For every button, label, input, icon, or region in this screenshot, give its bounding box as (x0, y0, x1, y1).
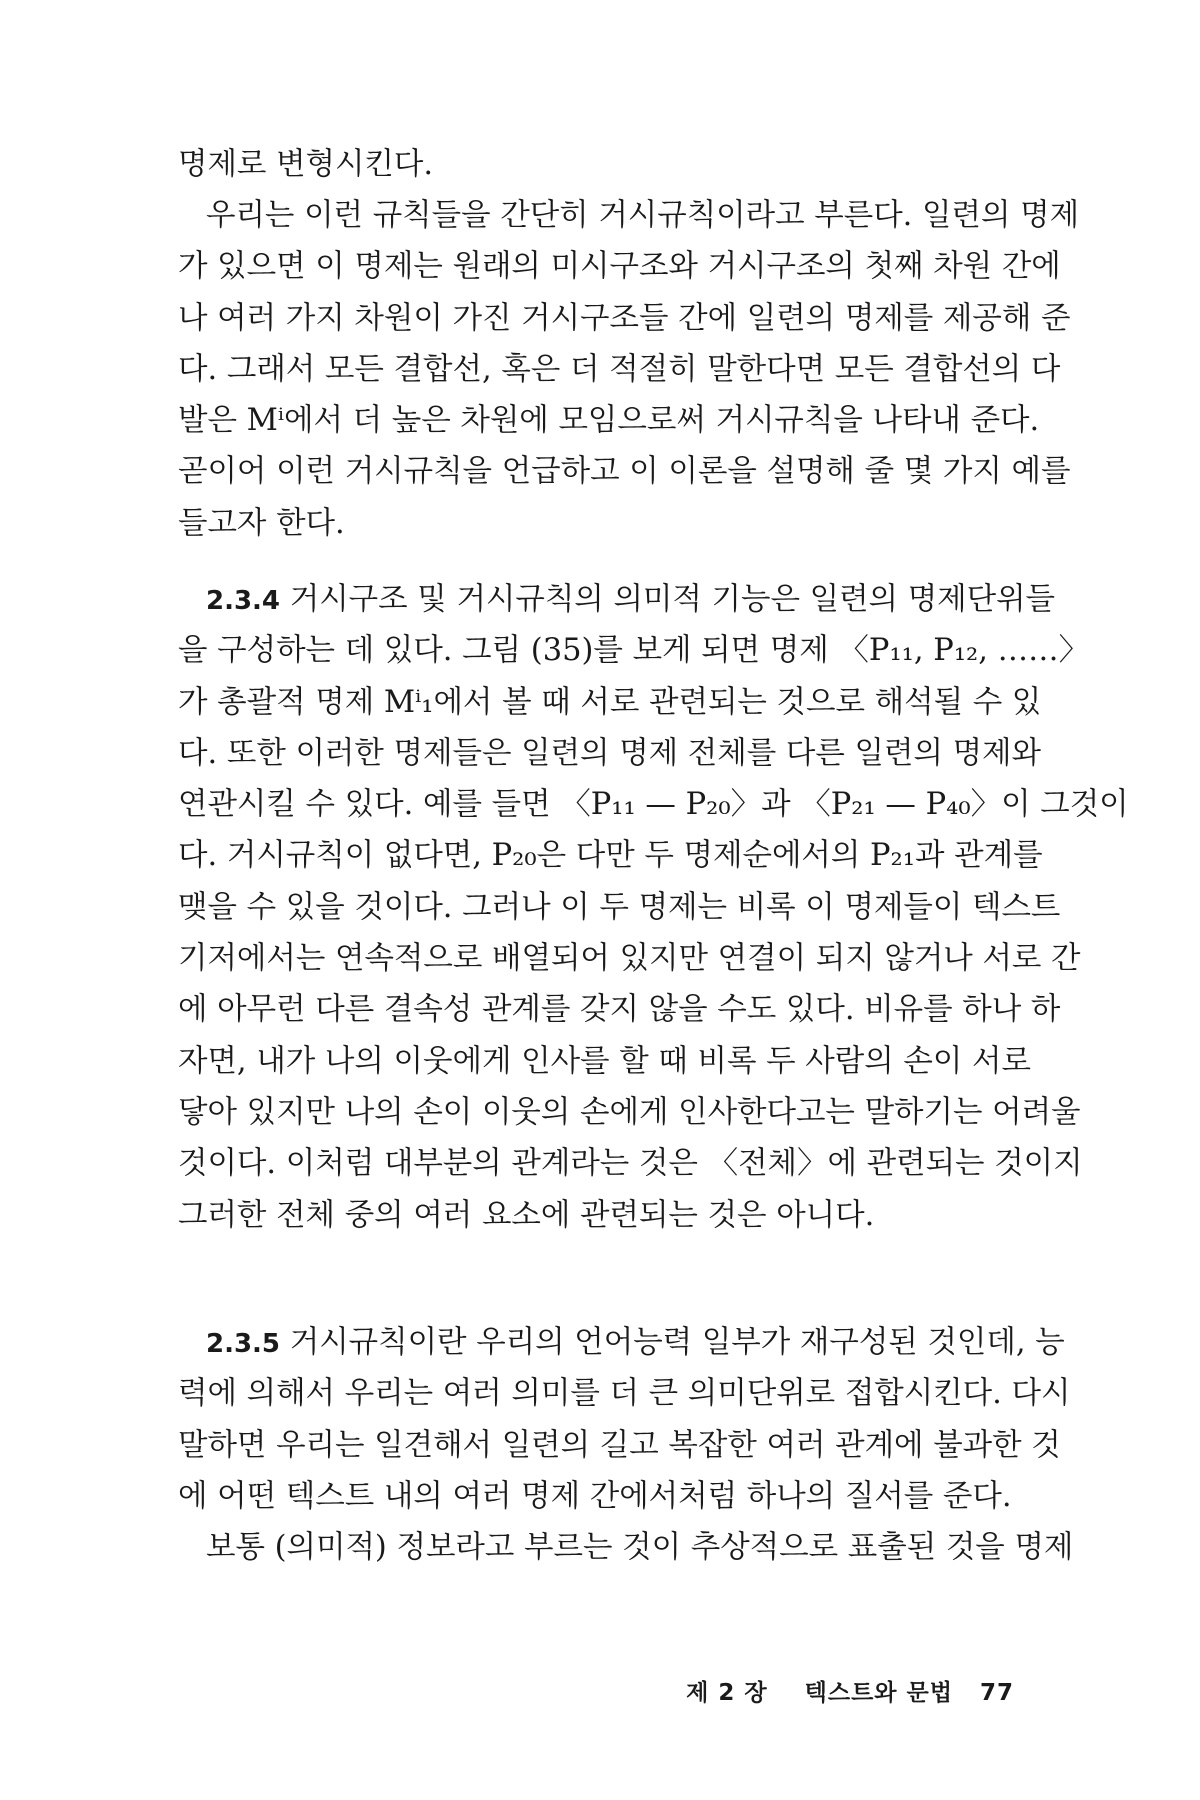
text-line: 다. 또한 이러한 명제들은 일련의 명제 전체를 다른 일련의 명제와 (178, 735, 1041, 771)
text-line: 가 총괄적 명제 Mⁱ₁에서 볼 때 서로 관련되는 것으로 해석될 수 있 (178, 684, 1042, 720)
section-first-line: 거시구조 및 거시규칙의 의미적 기능은 일련의 명제단위들 (289, 582, 1056, 617)
text-line: 것이다. 이처럼 대부분의 관계라는 것은 〈전체〉에 관련되는 것이지 (178, 1146, 1083, 1182)
chapter-label: 제 2 장 (686, 1680, 768, 1706)
page-number: 77 (979, 1680, 1014, 1706)
text-line: 다. 그래서 모든 결합선, 혹은 더 적절히 말한다면 모든 결합선의 다 (178, 351, 1061, 387)
text-line: 명제로 변형시킨다. (178, 147, 434, 182)
text-line: 나 여러 가지 차원이 가진 거시구조들 간에 일련의 명제를 제공해 준 (178, 300, 1071, 336)
text-line: 다. 거시규칙이 없다면, P₂₀은 다만 두 명제순에서의 P₂₁과 관계를 (178, 838, 1043, 874)
section-2-3-4 (178, 582, 1129, 1252)
text-line: 보통 (의미적) 정보라고 부르는 것이 추상적으로 표출된 것을 명제 (206, 1530, 1074, 1566)
text-line: 을 구성하는 데 있다. 그림 (35)를 보게 되면 명제 〈P₁₁, P₁₂, ……〉 (178, 633, 1090, 669)
text-line: 들고자 한다. (178, 505, 345, 541)
text-line: 그러한 전체 중의 여러 요소에 관련되는 것은 아니다. (178, 1197, 875, 1233)
text-line: 가 있으면 이 명제는 원래의 미시구조와 거시구조의 첫째 차원 간에 (178, 249, 1061, 285)
paragraph-continuation (178, 147, 1023, 201)
running-footer (686, 1674, 1014, 1707)
text-line (178, 582, 1056, 617)
text-line: 우리는 이런 규칙들을 간단히 거시규칙이라고 부른다. 일련의 명제 (206, 198, 1080, 233)
text-line: 력에 의해서 우리는 여러 의미를 더 큰 의미단위로 접합시킨다. 다시 (178, 1376, 1071, 1412)
text-line: 발은 Mⁱ에서 더 높은 차원에 모임으로써 거시규칙을 나타내 준다. (178, 403, 1040, 439)
text-line: 곧이어 이런 거시규칙을 언급하고 이 이론을 설명해 줄 몇 가지 예를 (178, 454, 1071, 490)
text-line (178, 1325, 1065, 1360)
section-number: 2.3.4 (206, 586, 281, 616)
section-number: 2.3.5 (206, 1329, 281, 1359)
text-line: 맺을 수 있을 것이다. 그러나 이 두 명제는 비록 이 명제들이 텍스트 (178, 889, 1061, 925)
text-line: 자면, 내가 나의 이웃에게 인사를 할 때 비록 두 사람의 손이 서로 (178, 1043, 1031, 1079)
section-first-line: 거시규칙이란 우리의 언어능력 일부가 재구성된 것인데, 능 (289, 1325, 1065, 1360)
chapter-title: 텍스트와 문법 (804, 1680, 953, 1706)
text-line: 연관시킬 수 있다. 예를 들면 〈P₁₁ — P₂₀〉과 〈P₂₁ — P₄₀〉이 그것이 (178, 787, 1129, 823)
text-line: 기저에서는 연속적으로 배열되어 있지만 연결이 되지 않거나 서로 간 (178, 941, 1081, 977)
section-2-3-5 (178, 1325, 1074, 1584)
text-line: 에 어떤 텍스트 내의 여러 명제 간에서처럼 하나의 질서를 준다. (178, 1478, 1012, 1514)
paragraph-macrorules (178, 198, 1080, 560)
text-line: 닿아 있지만 나의 손이 이웃의 손에게 인사한다고는 말하기는 어려울 (178, 1094, 1081, 1130)
text-line: 에 아무런 다른 결속성 관계를 갖지 않을 수도 있다. 비유를 하나 하 (178, 992, 1061, 1028)
text-line: 말하면 우리는 일견해서 일련의 길고 복잡한 여러 관계에 불과한 것 (178, 1427, 1061, 1463)
